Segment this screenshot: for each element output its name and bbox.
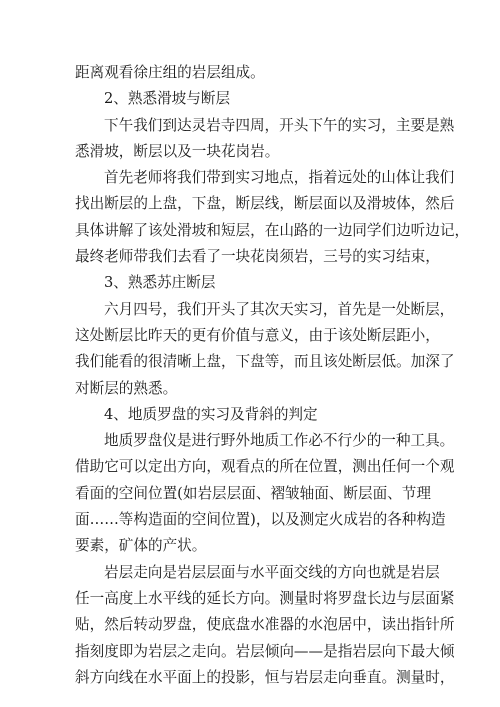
paragraph-line: 贴，然后转动罗盘，使底盘水准器的水泡居中，读出指针所: [75, 616, 455, 634]
paragraph-line: 首先老师将我们带到实习地点，指着远处的山体让我们: [104, 169, 455, 187]
paragraph-line: 对断层的熟悉。: [75, 379, 178, 397]
paragraph-line: 任一高度上水平线的延长方向。测量时将罗盘长边与层面紧: [75, 589, 455, 607]
paragraph-line: 地质罗盘仪是进行野外地质工作必不行少的一种工具。: [104, 432, 455, 450]
section-heading: 3、熟悉苏庄断层: [104, 274, 216, 292]
paragraph-line: 面……等构造面的空间位置)，以及测定火成岩的各种构造: [75, 511, 446, 529]
paragraph-line: 六月四号，我们开头了其次天实习，首先是一处断层，: [104, 300, 455, 318]
paragraph-line: 斜方向线在水平面上的投影，恒与岩层走向垂直。测量时，: [75, 668, 455, 686]
section-heading: 2、熟悉滑坡与断层: [104, 90, 231, 108]
paragraph-line: 岩层走向是岩层层面与水平面交线的方向也就是岩层: [104, 563, 440, 581]
section-heading: 4、地质罗盘的实习及背斜的判定: [104, 405, 318, 423]
paragraph-line: 距离观看徐庄组的岩层组成。: [75, 64, 265, 81]
paragraph-line: 这处断层比昨天的更有价值与意义，由于该处断层距小，: [75, 326, 440, 344]
paragraph-line: 我们能看的很清晰上盘，下盘等，而且该处断层低。加深了: [75, 353, 455, 371]
paragraph-line: 指刻度即为岩层之走向。岩层倾向——是指岩层向下最大倾: [75, 642, 455, 660]
paragraph-line: 看面的空间位置(如岩层层面、褶皱轴面、断层面、节理: [75, 484, 431, 502]
paragraph-line: 最终老师带我们去看了一块花岗须岩，三号的实习结束，: [75, 248, 440, 266]
paragraph-line: 借助它可以定出方向，观看点的所在位置，测出任何一个观: [75, 458, 455, 476]
paragraph-line: 找出断层的上盘，下盘，断层线，断层面以及滑坡体，然后: [75, 195, 455, 213]
document-page: [75, 60, 470, 691]
paragraph-line: 悉滑坡，断层以及一块花岗岩。: [75, 142, 280, 160]
paragraph-line: 下午我们到达灵岩寺四周，开头下午的实习，主要是熟: [104, 116, 455, 134]
paragraph-line: 要素，矿体的产状。: [75, 537, 207, 555]
paragraph-line: 具体讲解了该处滑坡和短层，在山路的一边同学们边听边记，: [75, 221, 470, 239]
